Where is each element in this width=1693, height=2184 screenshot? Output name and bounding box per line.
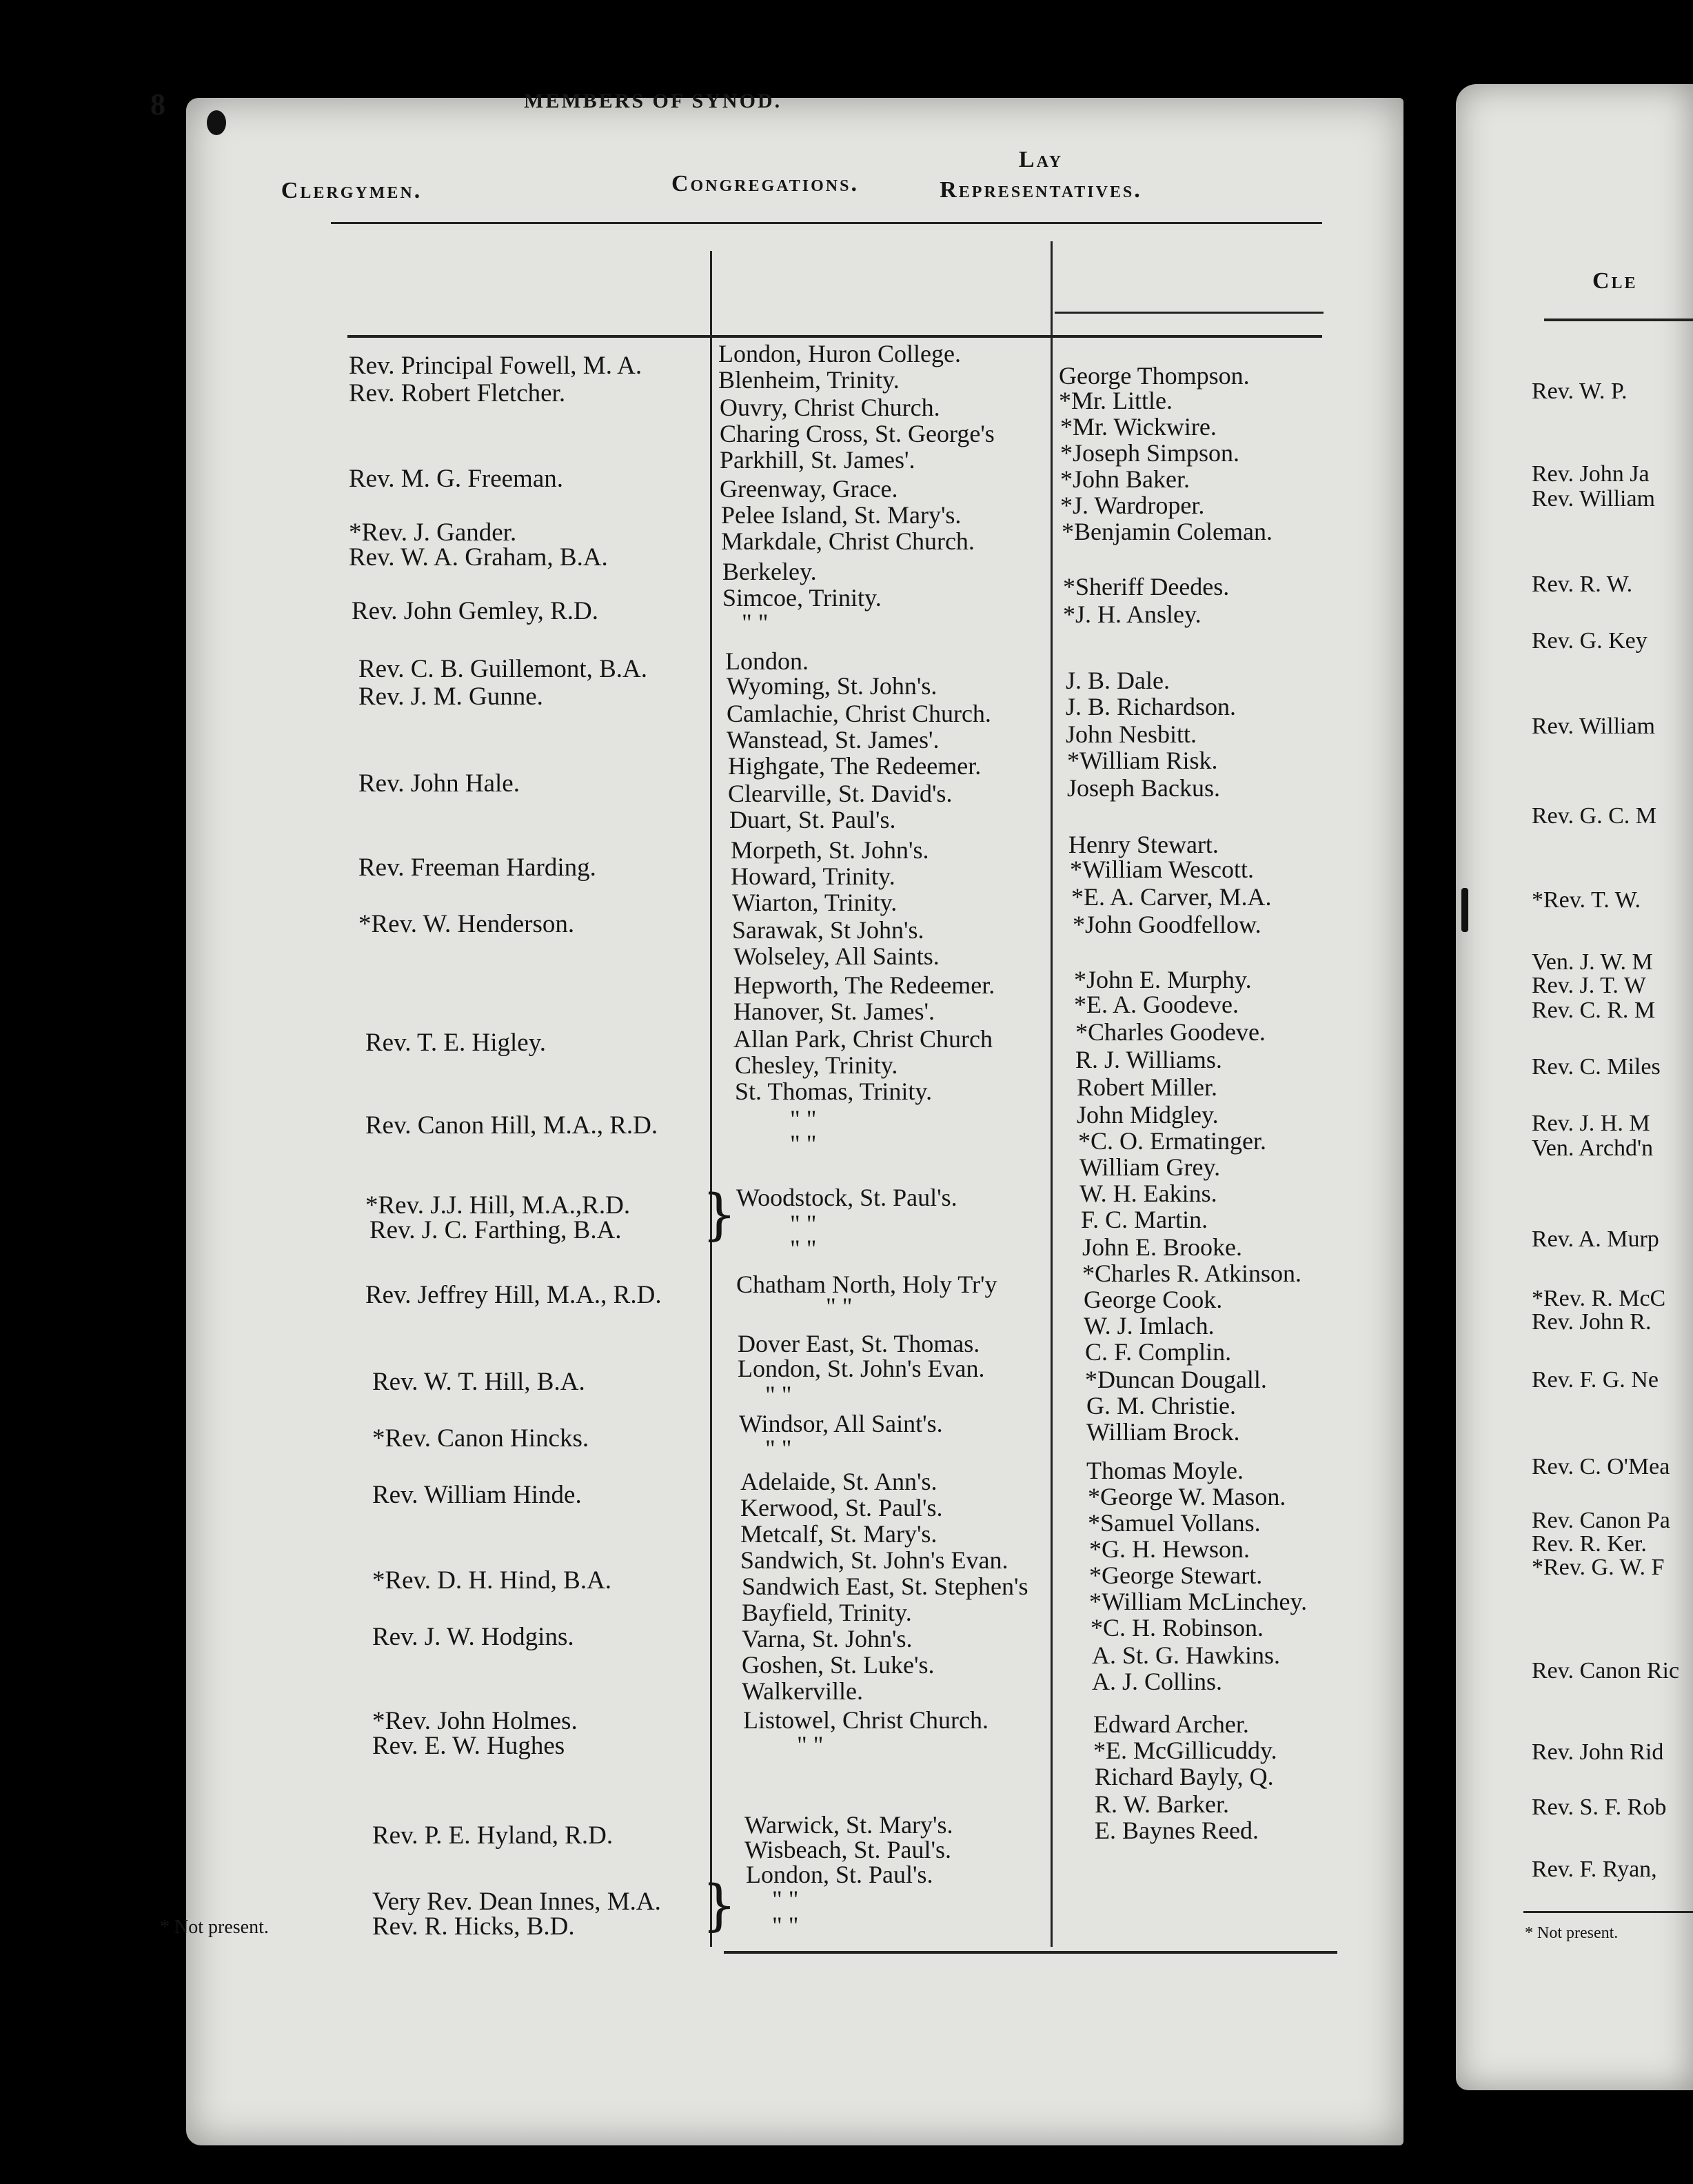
lay-representative: G. M. Christie. [1086,1392,1237,1419]
right-page-clergy-name: Rev. John Ja [1532,461,1650,487]
lay-representative: *Sheriff Deedes. [1063,573,1230,600]
clergy-name: Rev. J. C. Farthing, B.A. [369,1216,622,1244]
congregation: Adelaide, St. Ann's. [740,1468,937,1495]
clergy-name: Rev. Robert Fletcher. [349,379,566,407]
column-header-clergymen: Clergymen. [281,178,423,203]
congregation: Charing Cross, St. George's [720,420,995,447]
congregation: " " [826,1293,853,1320]
clergy-name: Rev. Principal Fowell, M. A. [349,352,642,380]
congregation: Listowel, Christ Church. [743,1706,989,1734]
right-page-clergy-name: *Rev. G. W. F [1532,1555,1665,1580]
right-page-clergy-name: Rev. A. Murp [1532,1226,1659,1252]
lay-representative: *Duncan Dougall. [1085,1366,1267,1393]
lay-representative: *John E. Murphy. [1074,966,1252,993]
congregation: Simcoe, Trinity. [722,584,882,611]
footnote: * Not present. [160,1917,269,1938]
lay-representative: Richard Bayly, Q. [1095,1763,1274,1790]
clergy-name: Rev. E. W. Hughes [372,1732,565,1760]
lay-representative: J. B. Richardson. [1066,693,1236,720]
right-page-footnote: * Not present. [1525,1924,1619,1942]
lay-representative: *John Baker. [1060,465,1190,493]
congregation: " " [765,1381,792,1408]
congregation: Windsor, All Saint's. [739,1410,943,1437]
lay-representative: John Midgley. [1077,1101,1219,1129]
column-divider-1 [710,251,712,1947]
congregation: Howard, Trinity. [731,862,895,890]
lay-representative: R. W. Barker. [1095,1790,1229,1818]
right-page-clergy-name: Rev. William [1532,714,1655,739]
top-rule [331,222,1322,224]
column-divider-2 [1051,241,1053,1947]
lay-representative: *J. Wardroper. [1060,492,1205,519]
clergy-name: *Rev. W. Henderson. [358,910,575,938]
ink-speck [207,110,226,135]
congregation: Pelee Island, St. Mary's. [721,501,962,529]
lay-representative: *William Wescott. [1070,856,1254,883]
ink-speck [1461,888,1468,932]
lay-representative: W. J. Imlach. [1084,1312,1215,1339]
congregation: " " [772,1912,799,1939]
clergy-name: Rev. C. B. Guillemont, B.A. [358,655,647,683]
congregation: Chatham North, Holy Tr'y [736,1271,997,1298]
clergy-name: Rev. P. E. Hyland, R.D. [372,1821,614,1850]
right-page-clergy-name: Rev. C. Miles [1532,1054,1661,1080]
congregation: London, Huron College. [718,340,961,367]
header-rule [347,335,1322,338]
congregation: Wyoming, St. John's. [727,672,937,700]
lay-representative: *C. H. Robinson. [1091,1614,1264,1641]
right-page-clergy-name: Rev. G. Key [1532,628,1648,654]
lay-representative: *John Goodfellow. [1073,911,1261,938]
right-page-clergy-name: Rev. J. T. W [1532,973,1646,998]
lay-representative: E. Baynes Reed. [1095,1817,1259,1844]
congregation: Warwick, St. Mary's. [744,1811,953,1839]
clergy-name: Rev. M. G. Freeman. [349,465,564,493]
lay-header-rule [1055,312,1324,314]
congregation: Highgate, The Redeemer. [728,752,982,780]
congregation: Camlachie, Christ Church. [727,700,991,727]
congregation: London. [725,647,809,675]
congregation: Clearville, St. David's. [728,780,953,807]
right-page-clergy-name: Rev. F. Ryan, [1532,1857,1657,1882]
right-page-clergy-name: Ven. Archd'n [1532,1135,1654,1161]
lay-representative: *Joseph Simpson. [1060,439,1240,467]
clergy-name: Rev. T. E. Higley. [365,1029,547,1057]
congregation: " " [772,1885,799,1913]
congregation: Ouvry, Christ Church. [720,394,940,421]
congregation: Varna, St. John's. [742,1625,913,1652]
right-page-clergy-name: Rev. W. P. [1532,378,1628,404]
clergy-name: Rev. J. W. Hodgins. [372,1623,574,1651]
lay-representative: John E. Brooke. [1082,1233,1242,1261]
lay-representative: C. F. Complin. [1085,1338,1232,1366]
right-page-clergy-name: Rev. John R. [1532,1309,1652,1335]
clergy-name: Rev. William Hinde. [372,1481,582,1509]
congregation: Wanstead, St. James'. [727,726,940,754]
bottom-rule [724,1951,1337,1954]
congregation: Greenway, Grace. [720,475,898,503]
lay-representative: R. J. Williams. [1075,1046,1222,1073]
lay-representative: *George W. Mason. [1088,1483,1286,1510]
congregation: Dover East, St. Thomas. [738,1330,980,1357]
congregation: Metcalf, St. Mary's. [740,1520,937,1548]
clergy-name: Rev. R. Hicks, B.D. [372,1912,575,1941]
right-page-column-header: Cle [1592,268,1638,294]
congregation: London, St. John's Evan. [738,1355,985,1382]
congregation: Bayfield, Trinity. [742,1599,912,1626]
lay-header-line2: Representatives. [940,177,1142,203]
lay-header-line1: Lay [1018,147,1064,172]
clergy-name: Very Rev. Dean Innes, M.A. [372,1888,661,1916]
right-page-clergy-name: *Rev. R. McC [1532,1286,1666,1311]
lay-representative: *Charles R. Atkinson. [1082,1260,1302,1287]
right-page-clergy-name: Rev. C. R. M [1532,998,1656,1023]
lay-representative: William Grey. [1079,1153,1221,1181]
brace-hill-farthing: } [702,1182,737,1246]
lay-representative: *Mr. Wickwire. [1060,413,1217,441]
right-page-bottom-rule [1523,1911,1693,1913]
right-page-clergy-name: Rev. G. C. M [1532,803,1657,829]
clergy-name: *Rev. J. Gander. [349,518,517,547]
right-page-clergy-name: Rev. S. F. Rob [1532,1794,1667,1820]
congregation: " " [790,1130,817,1157]
congregation: Hanover, St. James'. [733,998,935,1025]
lay-representative: *Charles Goodeve. [1075,1018,1266,1046]
clergy-name: Rev. W. T. Hill, B.A. [372,1368,585,1396]
lay-representative: A. St. G. Hawkins. [1092,1641,1281,1669]
congregation: Markdale, Christ Church. [721,527,975,555]
congregation: Sandwich, St. John's Evan. [740,1546,1008,1574]
congregation: Sandwich East, St. Stephen's [742,1573,1028,1600]
right-page-clergy-name: Ven. J. W. M [1532,949,1653,975]
right-page-clergy-name: Rev. R. W. [1532,572,1633,597]
congregation: Wiarton, Trinity. [732,889,898,916]
lay-representative: *E. A. Goodeve. [1074,991,1239,1018]
lay-representative: *E. A. Carver, M.A. [1071,883,1272,911]
lay-representative: George Cook. [1084,1286,1223,1313]
lay-representative: William Brock. [1086,1418,1240,1446]
lay-representative: *Benjamin Coleman. [1062,518,1273,545]
right-page-clergy-name: Rev. Canon Ric [1532,1658,1680,1684]
page-number: 8 [150,88,165,121]
lay-representative: George Thompson. [1059,362,1250,390]
congregation: Walkerville. [742,1677,864,1705]
column-header-lay-representatives [869,145,1213,205]
lay-representative: John Nesbitt. [1066,720,1197,748]
lay-representative: W. H. Eakins. [1079,1180,1217,1207]
lay-representative: Henry Stewart. [1068,831,1219,858]
right-page-clergy-name: Rev. F. G. Ne [1532,1367,1659,1393]
congregation: " " [790,1210,817,1237]
congregation: Chesley, Trinity. [735,1051,898,1079]
clergy-name: Rev. Canon Hill, M.A., R.D. [365,1111,658,1140]
clergy-name: Rev. John Hale. [358,769,520,798]
congregation: Parkhill, St. James'. [720,446,915,474]
right-page-rule [1544,318,1693,321]
right-page-clergy-name: Rev. William [1532,486,1655,512]
clergy-name: Rev. Jeffrey Hill, M.A., R.D. [365,1281,662,1309]
congregation: " " [790,1105,817,1133]
lay-representative: J. B. Dale. [1066,667,1170,694]
clergy-name: Rev. John Gemley, R.D. [352,597,598,625]
congregation: " " [765,1435,792,1462]
congregation: Berkeley. [722,558,817,585]
lay-representative: *George Stewart. [1089,1561,1263,1589]
brace-innes-hicks: } [702,1873,737,1937]
clergy-name: Rev. W. A. Graham, B.A. [349,543,608,572]
right-page-clergy-name: Rev. C. O'Mea [1532,1454,1670,1479]
lay-representative: *G. H. Hewson. [1089,1535,1250,1563]
congregation: Hepworth, The Redeemer. [733,971,995,999]
column-header-congregations: Congregations. [671,171,859,196]
congregation: Duart, St. Paul's. [729,806,896,833]
lay-representative: Edward Archer. [1093,1710,1249,1738]
lay-representative: *William McLinchey. [1089,1588,1308,1615]
congregation: London, St. Paul's. [746,1861,933,1888]
congregation: Wisbeach, St. Paul's. [744,1836,952,1863]
congregation: Morpeth, St. John's. [731,836,929,864]
clergy-name: Rev. Freeman Harding. [358,853,596,882]
clergy-name: *Rev. J.J. Hill, M.A.,R.D. [365,1191,631,1220]
lay-representative: *William Risk. [1067,747,1218,774]
congregation: Sarawak, St John's. [732,916,924,944]
congregation: Blenheim, Trinity. [718,366,900,394]
lay-representative: A. J. Collins. [1092,1668,1223,1695]
lay-representative: Thomas Moyle. [1086,1457,1244,1484]
clergy-name: *Rev. John Holmes. [372,1707,578,1735]
right-page-clergy-name: Rev. Canon Pa [1532,1508,1670,1533]
lay-representative: *E. McGillicuddy. [1093,1737,1277,1764]
lay-representative: Robert Miller. [1077,1073,1217,1101]
right-page-clergy-name: Rev. John Rid [1532,1739,1664,1765]
congregation: St. Thomas, Trinity. [735,1078,933,1105]
right-page-clergy-name: Rev. J. H. M [1532,1111,1650,1136]
congregation: " " [797,1731,824,1759]
clergy-name: *Rev. Canon Hincks. [372,1424,589,1453]
running-title: MEMBERS OF SYNOD. [524,90,782,112]
lay-representative: *Samuel Vollans. [1088,1509,1261,1537]
congregation: " " [790,1235,817,1262]
right-page-clergy-name: *Rev. T. W. [1532,887,1641,913]
congregation: Wolseley, All Saints. [733,942,940,970]
lay-representative: *C. O. Ermatinger. [1078,1127,1266,1155]
right-page-clergy-name: Rev. R. Ker. [1532,1531,1647,1557]
lay-representative: Joseph Backus. [1067,774,1220,802]
congregation: Woodstock, St. Paul's. [736,1184,957,1211]
congregation: " " [742,609,769,636]
lay-representative: *J. H. Ansley. [1063,600,1202,628]
lay-representative: F. C. Martin. [1081,1206,1208,1233]
congregation: Kerwood, St. Paul's. [740,1494,943,1521]
lay-representative: *Mr. Little. [1059,387,1173,414]
congregation: Goshen, St. Luke's. [742,1651,935,1679]
clergy-name: Rev. J. M. Gunne. [358,682,543,711]
congregation: Allan Park, Christ Church [733,1025,993,1053]
clergy-name: *Rev. D. H. Hind, B.A. [372,1566,612,1595]
